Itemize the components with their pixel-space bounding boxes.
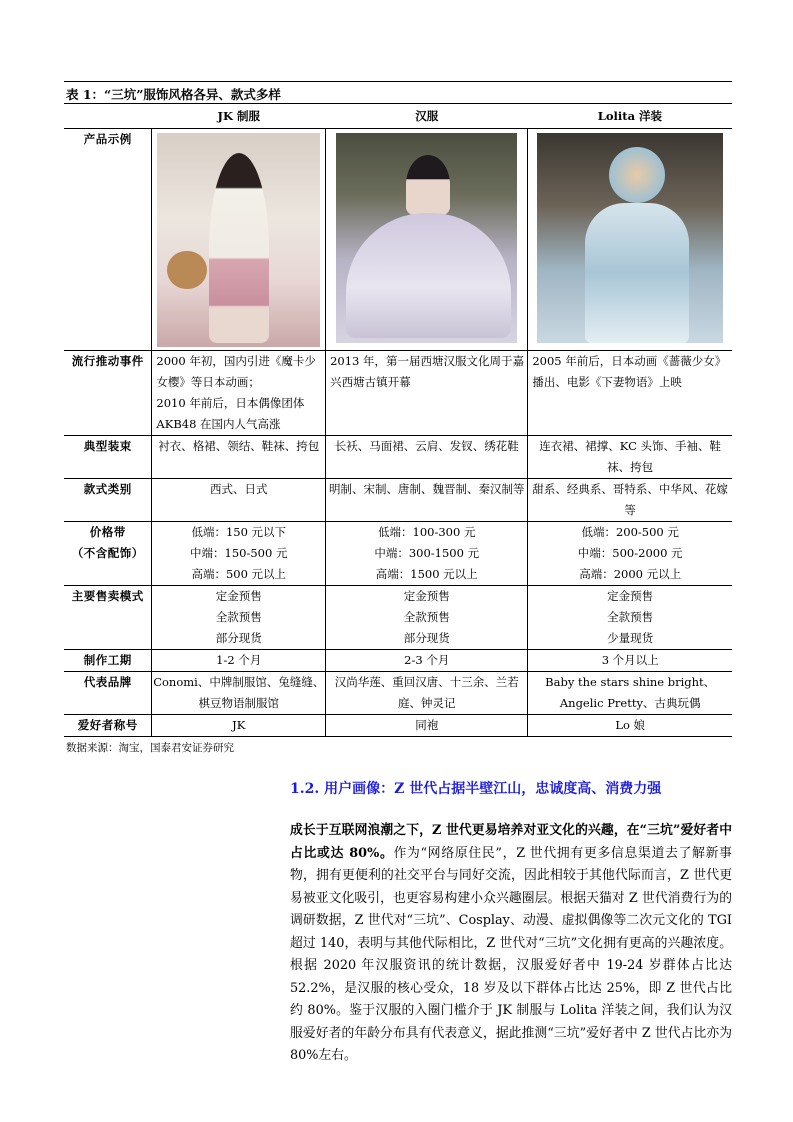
- paragraph-body: 作为“网络原住民”，Z 世代拥有更多信息渠道去了解新事物，拥有更便利的社交平台与同好交流，因此相较于其他代际而言，Z 世代更易被亚文化吸引，也更容易构建小众兴趣圈层。根据天猫对 Z 世代消费行为的调研数据，Z 世代对“三坑”、Cosplay、动漫、虚拟偶像等二次元文化的 TGI 超过 140，表明与其他代际相比，Z 世代对“三坑”文化拥有更高的兴趣浓度。根据 2020 年汉服资讯的统计数据，汉服爱好者中 19-24 岁群体占比达 52.2%，是汉服的核心受众，18 岁及以下群体占比达 25%，即 Z 世代占比约 80%。鉴于汉服的入圈门槛介于 JK 制服与 Lolita 洋装之间，我们认为汉服爱好者的年龄分布具有代表意义，据此推测“三坑”爱好者中 Z 世代占比亦为 80%左右。: [290, 845, 732, 1063]
- outfit-lolita: 连衣裙、裙撑、KC 头饰、手袖、鞋袜、挎包: [539, 439, 722, 474]
- price-lolita-mid: 中端：500-2000 元: [577, 546, 683, 560]
- hanfu-photo: [336, 133, 517, 343]
- outfit-hanfu: 长袄、马面裙、云肩、发钗、绣花鞋: [326, 436, 528, 479]
- row-label-photo: 产品示例: [83, 132, 132, 146]
- sales-lolita-3: 少量现货: [607, 631, 654, 645]
- sales-jk-1: 定金预售: [215, 589, 262, 603]
- row-label-sales: 主要售卖模式: [71, 589, 144, 603]
- top-rule: [64, 81, 732, 82]
- paragraph-lead: 成长于互联网浪潮之下，Z 世代更易培养对亚文化的兴趣，在“三坑”爱好者中占比或达 80%。: [290, 823, 732, 861]
- events-jk-line2: 2010 年前后，日本偶像团体AKB48 在国内人气高涨: [156, 396, 305, 431]
- price-jk-high: 高端：500 元以上: [191, 567, 287, 581]
- events-jk-line1: 2000 年初，国内引进《魔卡少女樱》等日本动画；: [156, 354, 316, 389]
- sales-jk-3: 部分现货: [215, 631, 262, 645]
- data-source-note: 数据来源：淘宝，国泰君安证券研究: [66, 742, 234, 754]
- section-heading: 1.2. 用户画像：Z 世代占据半壁江山，忠诚度高、消费力强: [290, 781, 662, 797]
- row-brands: [64, 672, 732, 715]
- outfit-jk: 衬衣、格裙、领结、鞋袜、挎包: [152, 436, 326, 479]
- sales-hanfu-1: 定金预售: [403, 589, 450, 603]
- row-style-category: [64, 479, 732, 522]
- price-hanfu-low: 低端：100-300 元: [378, 525, 476, 539]
- row-sales-mode: [64, 586, 732, 650]
- row-production-period: [64, 650, 732, 672]
- sales-lolita-1: 定金预售: [607, 589, 654, 603]
- fans-lolita: Lo 娘: [615, 718, 646, 732]
- price-hanfu-mid: 中端：300-1500 元: [374, 546, 480, 560]
- row-label-brands: 代表品牌: [83, 675, 132, 689]
- jk-uniform-photo: [157, 133, 320, 347]
- row-photos: [64, 129, 732, 351]
- row-trend-events: [64, 351, 732, 436]
- comparison-table: [64, 103, 732, 737]
- events-lolita: 2005 年前后，日本动画《蔷薇少女》播出、电影《下妻物语》上映: [532, 354, 727, 389]
- header-empty: [64, 104, 152, 129]
- fans-hanfu: 同袍: [326, 715, 528, 737]
- row-label-period: 制作工期: [83, 653, 132, 667]
- period-hanfu: 2-3 个月: [326, 650, 528, 672]
- brands-jk: Conomi、中牌制服馆、兔缝缝、棋豆物语制服馆: [152, 672, 326, 715]
- style-lolita: 甜系、经典系、哥特系、中华风、花嫁等: [532, 482, 728, 517]
- brands-hanfu: 汉尚华莲、重回汉唐、十三余、兰若庭、钟灵记: [326, 672, 528, 715]
- price-jk-mid: 中端：150-500 元: [190, 546, 288, 560]
- table-header-row: [64, 104, 732, 129]
- lolita-photo: [537, 133, 723, 343]
- sales-hanfu-2: 全款预售: [403, 610, 450, 624]
- table-title: 表 1：“三坑”服饰风格各异、款式多样: [66, 87, 281, 102]
- period-lolita: 3 个月以上: [601, 653, 659, 667]
- row-label-fans: 爱好者称号: [77, 718, 138, 732]
- header-lolita: Lolita 洋装: [597, 109, 663, 123]
- row-fan-title: [64, 715, 732, 737]
- row-price-band: [64, 522, 732, 586]
- price-hanfu-high: 高端：1500 元以上: [375, 567, 478, 581]
- fans-jk: JK: [152, 715, 326, 737]
- body-paragraph: [290, 820, 732, 1068]
- row-typical-outfit: [64, 436, 732, 479]
- sales-jk-2: 全款预售: [215, 610, 262, 624]
- brands-lolita: Baby the stars shine bright、Angelic Pretty、古典玩偶: [545, 675, 716, 710]
- style-jk: 西式、日式: [152, 479, 326, 522]
- sales-lolita-2: 全款预售: [607, 610, 654, 624]
- style-hanfu: 明制、宋制、唐制、魏晋制、秦汉制等: [326, 479, 528, 522]
- header-jk: JK 制服: [217, 109, 260, 123]
- header-hanfu: 汉服: [415, 109, 439, 123]
- price-jk-low: 低端：150 元以下: [191, 525, 287, 539]
- row-label-price-note: （不含配饰）: [71, 546, 144, 560]
- row-label-events: 流行推动事件: [71, 354, 144, 368]
- row-label-outfit: 典型装束: [83, 439, 132, 453]
- row-label-style: 款式类别: [83, 482, 132, 496]
- period-jk: 1-2 个月: [152, 650, 326, 672]
- row-label-price: 价格带: [89, 525, 126, 539]
- price-lolita-high: 高端：2000 元以上: [579, 567, 682, 581]
- events-hanfu: 2013 年，第一届西塘汉服文化周于嘉兴西塘古镇开幕: [326, 351, 528, 436]
- sales-hanfu-3: 部分现货: [403, 631, 450, 645]
- price-lolita-low: 低端：200-500 元: [581, 525, 679, 539]
